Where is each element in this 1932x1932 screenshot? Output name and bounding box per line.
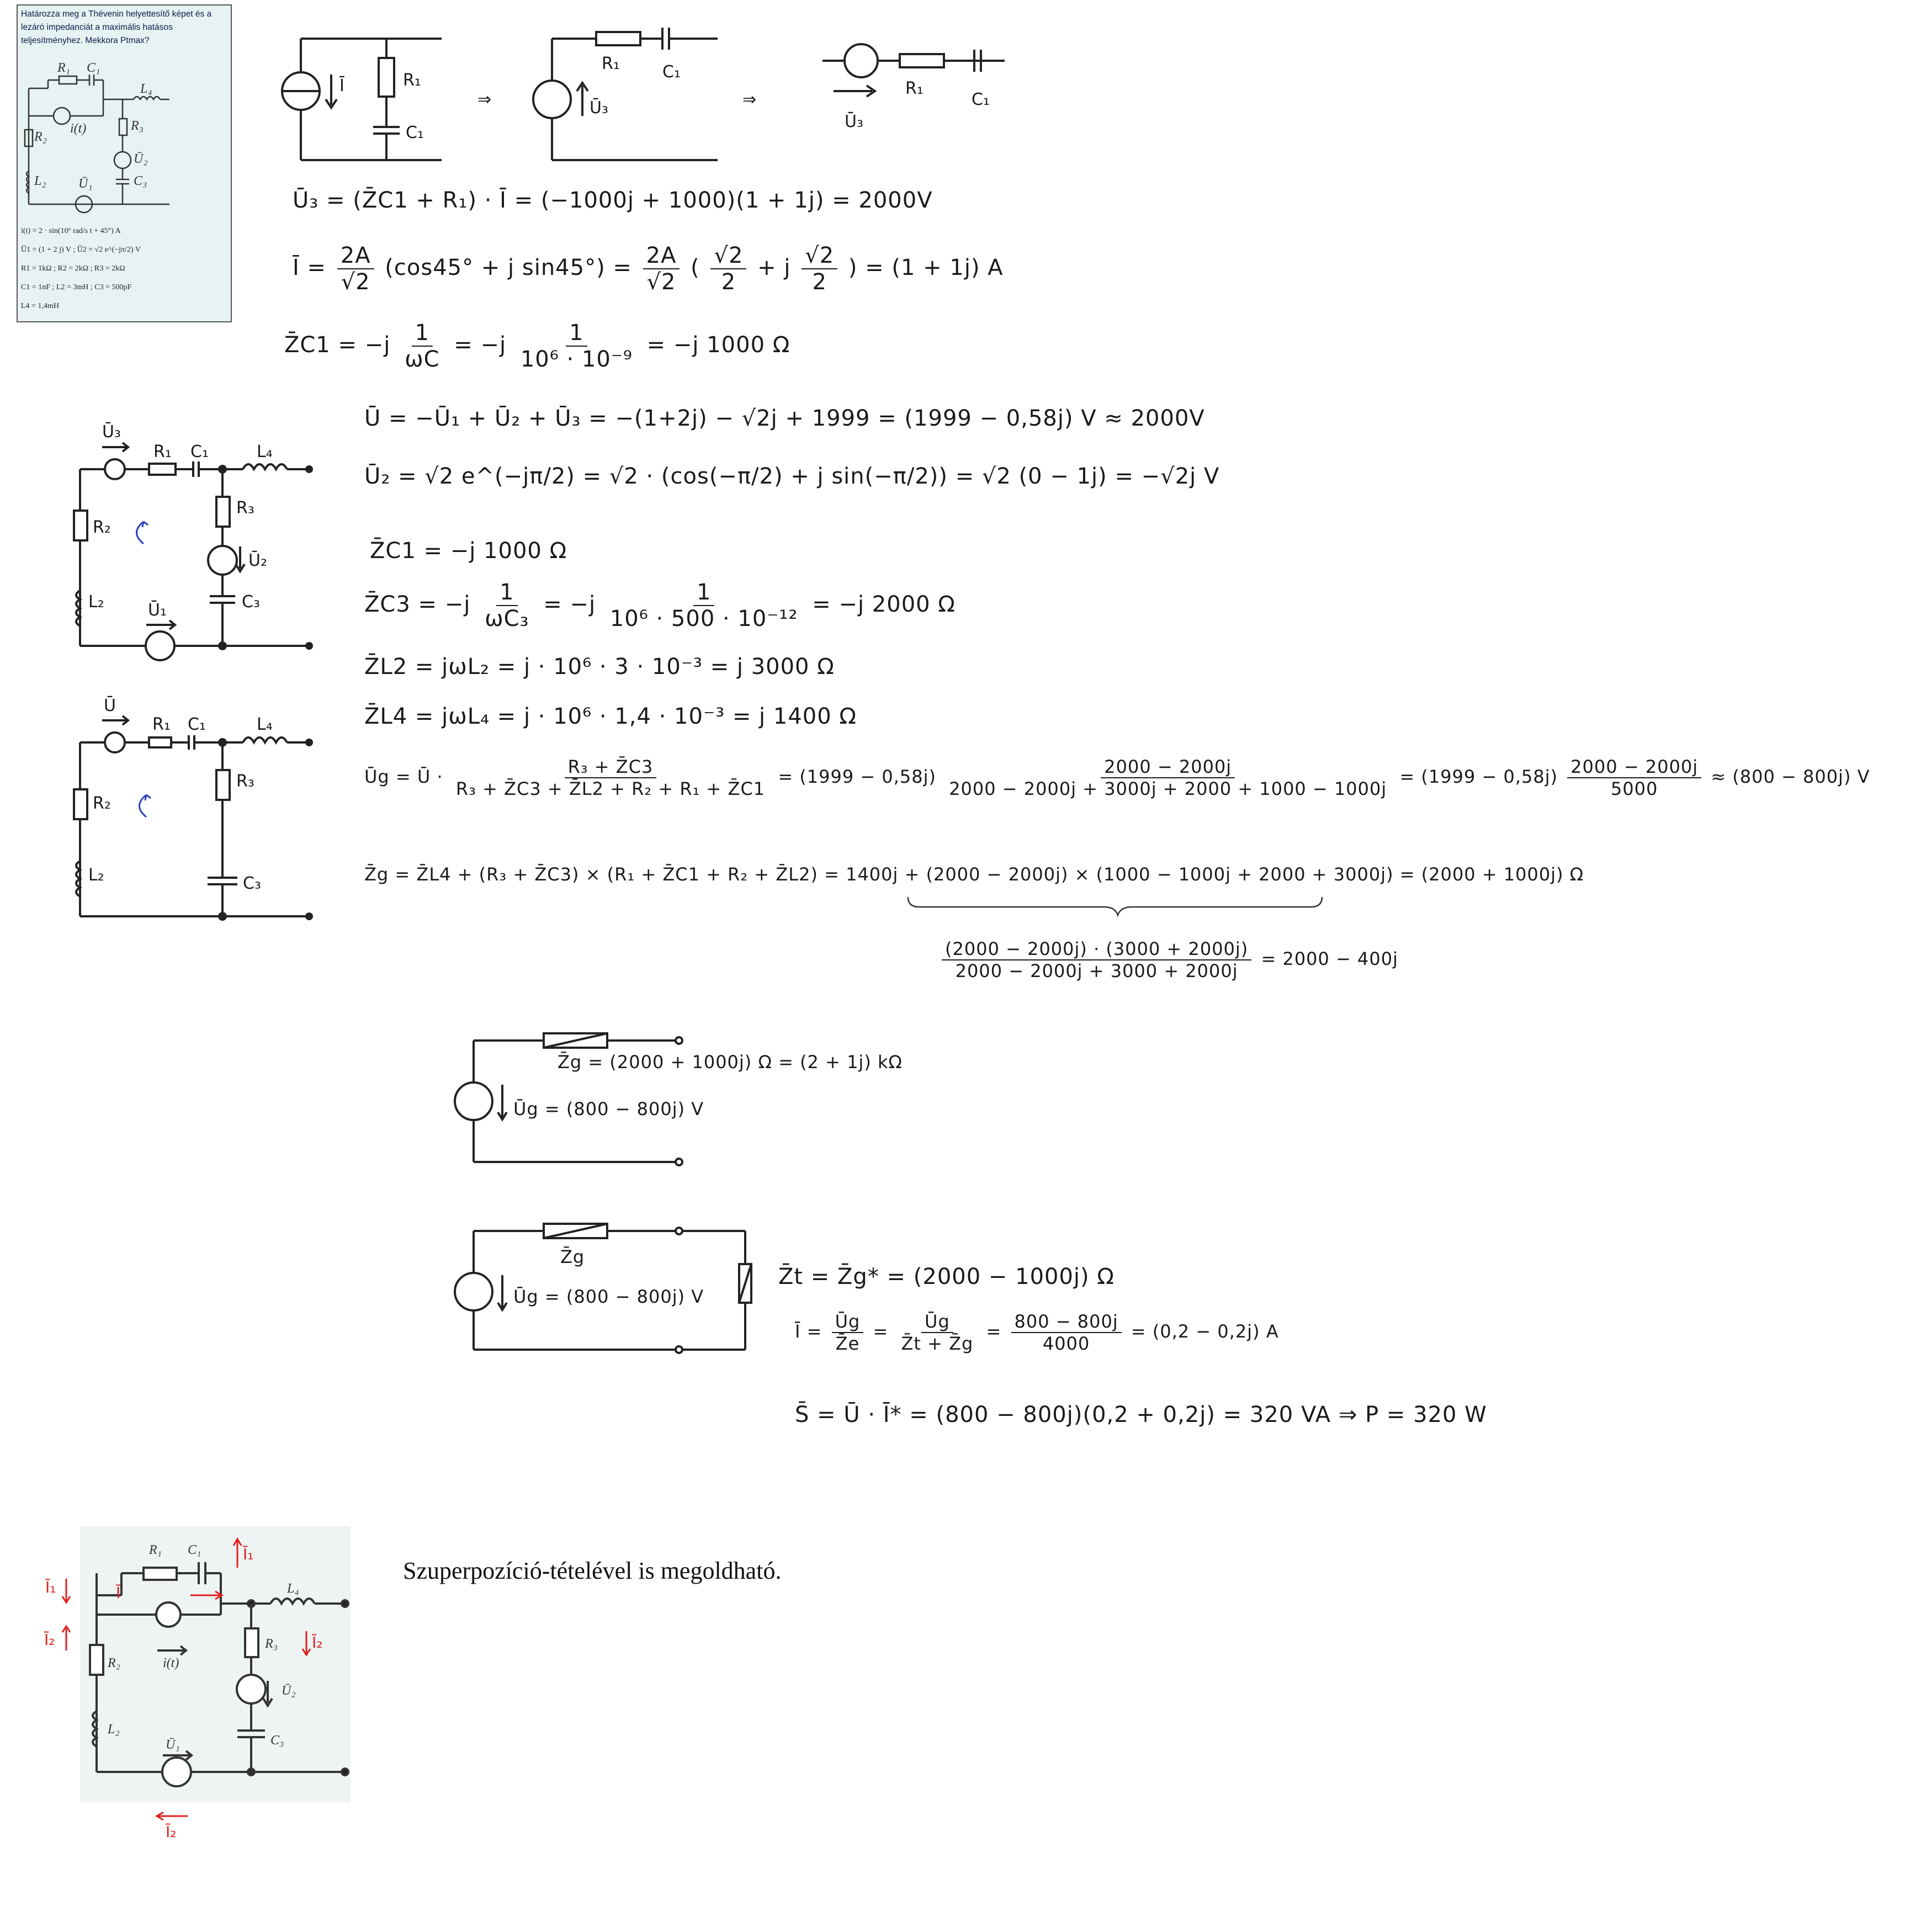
c1-R1-label: R₁	[153, 442, 172, 461]
sp-I2-left: Ī₂	[44, 1631, 55, 1649]
sp-R1-label: R₁	[149, 1543, 162, 1557]
task-source-values: U̅1 = (1 + 2 j) V ; U̅2 = √2 e^(−jπ/2) V	[21, 246, 141, 254]
c1-C3-label: C₃	[242, 592, 260, 612]
eq-ug-frac-1	[453, 756, 768, 799]
c1-L2-label: L₂	[88, 592, 104, 612]
eq-ug-step-2: = (1999 − 0,58j)	[1399, 766, 1558, 787]
eq-parallel-den: 2000 − 2000j + 3000 + 2000j	[955, 960, 1238, 981]
task-resistor-values: R1 = 1kΩ ; R2 = 2kΩ ; R3 = 2kΩ	[21, 264, 125, 273]
eq-parallel	[938, 938, 1398, 981]
c2-L4-label: L₄	[257, 715, 273, 734]
sp-I1-left: Ī₁	[45, 1578, 56, 1596]
task-L2-label: L₂	[34, 174, 46, 188]
thevenin-equivalent-circuit	[458, 1021, 734, 1165]
eq-ug-frac-2-num: 2000 − 2000j	[1101, 756, 1235, 778]
eq-it-frac-1-den: Z̄e	[835, 1333, 860, 1354]
eq-zc1-lhs: Z̄C1 = −j	[284, 332, 391, 358]
eq-i-frac-1-num: 2A	[337, 243, 374, 269]
sp-L2-label: L₂	[108, 1722, 120, 1737]
mid-C1-label: C₁	[662, 62, 681, 82]
eq-zc1-frac-1-num: 1	[412, 320, 433, 347]
eq-i-frac-4	[802, 243, 837, 295]
eq-u2: Ū₂ = √2 e^(−jπ/2) = √2 · (cos(−π/2) + j sin(−π/2)) = √2 (0 − 1j) = −√2j V	[364, 464, 1220, 489]
task-panel	[17, 4, 232, 322]
source-transformation-diagram	[276, 22, 1049, 177]
sp-I2-bottom: Ī₂	[166, 1823, 177, 1841]
eq-zc3-frac-2	[607, 580, 802, 631]
eq-it-result: = (0,2 − 0,2j) A	[1130, 1321, 1279, 1342]
eq-power: S̄ = Ū · Ī* = (800 − 800j)(0,2 + 0,2j) = 320 VA ⇒ P = 320 W	[795, 1402, 1487, 1427]
eq-zc3-frac-1-num: 1	[496, 580, 517, 606]
eq-it-frac-1-num: Ūg	[832, 1311, 864, 1333]
c1-U1-label: Ū₁	[148, 601, 167, 620]
task-R1-label: R₁	[57, 61, 71, 75]
c1-U2-label: Ū₂	[248, 551, 267, 570]
sp-I2-right: Ī₂	[312, 1633, 323, 1652]
eq-it-frac-2-den: Z̄t + Z̄g	[901, 1333, 974, 1354]
c2-U-label: Ū	[104, 696, 116, 715]
circuit-with-u	[66, 684, 331, 938]
eq-ug-frac-2-den: 2000 − 2000j + 3000j + 2000 + 1000 − 1000j	[949, 778, 1387, 799]
sp-C3-label: C₃	[270, 1733, 284, 1748]
task-R3-label: R₃	[131, 119, 144, 133]
c2-L2-label: L₂	[88, 866, 104, 885]
eq-ug-frac-2	[946, 756, 1390, 799]
eq-zc1-result: = −j 1000 Ω	[646, 332, 790, 358]
eq-parallel-num: (2000 − 2000j) · (3000 + 2000j)	[942, 938, 1251, 960]
eq-zt: Z̄t = Z̄g* = (2000 − 1000j) Ω	[778, 1264, 1114, 1289]
task-l4-value: L4 = 1,4mH	[21, 302, 59, 310]
sp-R2-label: R₂	[108, 1656, 121, 1670]
c1-U3-label: Ū₃	[102, 422, 121, 442]
eq-i-frac-2-den: √2	[646, 269, 676, 295]
eq-ug-lhs: Ūg = Ū ·	[364, 766, 443, 787]
eq-zl4: Z̄L4 = jωL₄ = j · 10⁶ · 1,4 · 10⁻³ = j 1400 Ω	[364, 704, 857, 729]
eq-i-frac-4-den: 2	[812, 269, 827, 295]
sp-I1-top: Ī₁	[243, 1545, 254, 1563]
eq-i-phasor: Ī = $\frac{2A}{√2}$ (cos45° + j sin45°) = $\frac{2A}{√2}$ ( $\frac{√2}{2}$ + j $\frac{√2}{2}$ ) = (1 + 1j) A	[293, 243, 1004, 295]
eq-zc3-frac-1	[481, 580, 532, 631]
eq-ug-step-1: = (1999 − 0,58j)	[778, 766, 937, 787]
sp-C1-label: C₁	[188, 1543, 201, 1557]
right-R1-label: R₁	[905, 79, 923, 98]
eq-i-frac-3-den: 2	[721, 269, 736, 295]
eq-zc1-repeat: Z̄C1 = −j 1000 Ω	[370, 538, 567, 564]
right-U3-label: Ū₃	[845, 112, 863, 131]
eq-it-frac-3-den: 4000	[1042, 1333, 1090, 1354]
eq-it-frac-3	[1011, 1311, 1122, 1354]
task-L4-label: L₄	[140, 82, 152, 96]
eq-zc1-frac-2-num: 1	[566, 320, 587, 347]
mid-R1-label: R₁	[602, 54, 620, 73]
eq-zg: Z̄g = Z̄L4 + (R₃ + Z̄C3) × (R₁ + Z̄C1 + R₂ + Z̄L2) = 1400j + (2000 − 2000j) × (1000 − 1000j + 2000 + 3000j) = (2000 + 1000j) Ω	[364, 864, 1584, 885]
task-U1-label: Ū₁	[78, 177, 93, 191]
top-arrow-2: ⇒	[742, 90, 757, 109]
loaded-zg-label: Z̄g	[560, 1246, 585, 1267]
eq-i-lhs: Ī =	[293, 255, 334, 280]
c2-C1-label: C₁	[188, 715, 206, 734]
eq-u3: Ū₃ = (Z̄C1 + R₁) · Ī = (−1000j + 1000)(1 + 1j) = 2000V	[293, 188, 933, 213]
task-U2-label: Ū₂	[134, 152, 148, 166]
eq-i-frac-2-num: 2A	[643, 243, 680, 269]
task-values	[21, 222, 227, 316]
eq-zc1-frac-1	[401, 320, 443, 372]
top-I-label: Ī	[339, 76, 344, 95]
loaded-ug-value: Ūg = (800 − 800j) V	[513, 1286, 704, 1307]
eq-i-result: = (1 + 1j) A	[865, 255, 1004, 280]
sp-U1-label: Ū₁	[166, 1738, 180, 1752]
sp-L4-label: L₄	[287, 1581, 299, 1596]
thevenin-ug-value: Ūg = (800 − 800j) V	[513, 1098, 704, 1119]
top-R1-label: R₁	[403, 71, 421, 90]
eq-i-frac-3	[710, 243, 746, 295]
eq-i-frac-1	[337, 243, 374, 295]
top-C1-label: C₁	[406, 123, 424, 142]
eq-i-frac-1-den: √2	[341, 269, 370, 295]
eq-it-frac-3-num: 800 − 800j	[1011, 1311, 1122, 1333]
task-reactive-values: C1 = 1nF ; L2 = 3mH ; C3 = 500pF	[21, 283, 132, 291]
eq-u-sum: Ū = −Ū₁ + Ū₂ + Ū₃ = −(1+2j) − √2j + 1999 = (1999 − 0,58j) V ≈ 2000V	[364, 406, 1205, 431]
eq-ug-frac-3-den: 5000	[1611, 778, 1658, 799]
sp-R3-label: R₃	[265, 1637, 278, 1651]
c1-R3-label: R₃	[236, 498, 254, 518]
eq-i-frac-3-num: √2	[710, 243, 746, 269]
eq-zc1-frac-1-den: ωC	[405, 347, 440, 372]
mid-U3-label: Ū₃	[590, 98, 608, 118]
task-C3-label: C₃	[134, 174, 147, 188]
sp-it-label: i(t)	[163, 1656, 179, 1670]
eq-it-frac-2-num: Ūg	[921, 1311, 953, 1333]
c2-R1-label: R₁	[152, 715, 171, 734]
eq-it-lhs: Ī =	[795, 1321, 822, 1342]
thevenin-zg-value: Z̄g = (2000 + 1000j) Ω = (2 + 1j) kΩ	[558, 1052, 903, 1073]
eq-zc3-frac-2-den: 10⁶ · 500 · 10⁻¹²	[609, 606, 798, 631]
eq-zc3-lhs: Z̄C3 = −j	[364, 592, 471, 617]
eq-zg-underbrace	[905, 894, 1347, 916]
eq-it: Ī = $\frac{Ūg}{Z̄e}$ = $\frac{Ūg}{Z̄t + Z̄g}$ = $\frac{800 - 800j}{4000}$ = (0,2 − 0,2j) A	[795, 1311, 1279, 1354]
eq-i-frac-2	[643, 243, 680, 295]
eq-ug-frac-3	[1567, 756, 1701, 799]
superposition-note: Szuperpozíció-tételével is megoldható.	[403, 1557, 782, 1584]
c1-L4-label: L₄	[257, 442, 273, 461]
task-statement: Határozza meg a Thévenin helyettesítő képet és a lezáró impedanciát a maximális hatásos teljesítményhez. Mekkora Ptmax?	[21, 9, 212, 45]
sp-I-mid: Ī	[116, 1584, 121, 1602]
eq-i-trig: (cos45° + j sin45°) =	[385, 255, 640, 280]
eq-parallel-result: = 2000 − 400j	[1261, 948, 1399, 969]
eq-it-frac-1	[832, 1311, 864, 1354]
eq-zc3-result: = −j 2000 Ω	[812, 592, 956, 617]
task-C1-label: C₁	[87, 61, 100, 75]
top-arrow-1: ⇒	[477, 90, 492, 109]
eq-ug	[364, 756, 1870, 799]
c2-C3-label: C₃	[243, 874, 261, 893]
task-it-label: i(t)	[70, 121, 87, 136]
eq-zc3-frac-1-den: ωC₃	[485, 606, 529, 631]
task-it-function: i(t) = 2 · sin(10⁶ rad/s t + 45°) A	[21, 227, 121, 235]
sp-U2-label: Ū₂	[282, 1684, 296, 1698]
c1-R2-label: R₂	[93, 518, 111, 537]
eq-zc1: Z̄C1 = −j $\frac{1}{\omega C}$ = −j $\frac{1}{\text{10⁶ · 10⁻⁹}}$ = −j 1000 Ω	[284, 320, 790, 372]
superposition-circuit	[33, 1524, 364, 1844]
eq-i-frac-4-num: √2	[802, 243, 837, 269]
eq-zl2: Z̄L2 = jωL₂ = j · 10⁶ · 3 · 10⁻³ = j 3000 Ω	[364, 654, 835, 680]
eq-zc1-frac-2-den: 10⁶ · 10⁻⁹	[520, 347, 633, 372]
eq-ug-result: ≈ (800 − 800j) V	[1711, 766, 1870, 787]
eq-ug-frac-3-num: 2000 − 2000j	[1567, 756, 1701, 778]
c1-C1-label: C₁	[190, 442, 209, 461]
eq-parallel-frac	[942, 938, 1251, 981]
circuit-with-u3	[66, 408, 331, 668]
eq-it-frac-2	[898, 1311, 976, 1354]
right-C1-label: C₁	[972, 90, 990, 109]
eq-ug-frac-1-num: R₃ + Z̄C3	[565, 756, 657, 778]
task-R2-label: R₂	[34, 130, 47, 144]
c2-R2-label: R₂	[93, 794, 111, 813]
eq-zc3-frac-2-num: 1	[693, 580, 714, 606]
c2-R3-label: R₃	[236, 772, 254, 791]
eq-ug-frac-1-den: R₃ + Z̄C3 + Z̄L2 + R₂ + R₁ + Z̄C1	[455, 778, 766, 799]
eq-zc3: Z̄C3 = −j $\frac{1}{\text{ωC₃}}$ = −j $\frac{1}{\text{10⁶ · 500 · 10⁻¹²}}$ = −j 2000 Ω	[364, 580, 956, 631]
eq-zc1-frac-2	[517, 320, 636, 372]
